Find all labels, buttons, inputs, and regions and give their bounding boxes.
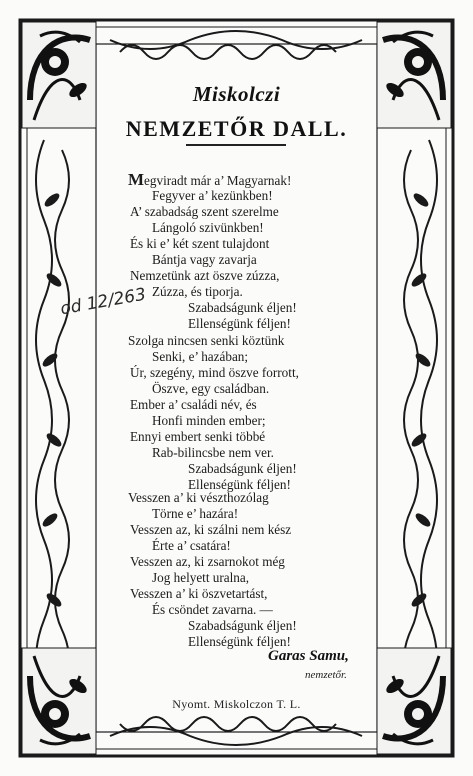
poem-line: Jog helyett uralna, bbox=[152, 570, 250, 585]
poem-line: És ki e’ két szent tulajdont bbox=[130, 236, 270, 251]
author-role: nemzetőr. bbox=[305, 669, 347, 681]
drop-capital: M bbox=[128, 170, 145, 189]
poem-line: Bántja vagy zavarja bbox=[152, 252, 257, 267]
poem-line: Úr, szegény, mind öszve forrott, bbox=[130, 365, 299, 380]
poem-line: Zúzza, és tiporja. bbox=[152, 284, 243, 299]
poem-line bbox=[128, 172, 291, 189]
poem-line: Lángoló szivünkben! bbox=[152, 220, 264, 235]
poem-line: Vesszen a’ ki vészthozólag bbox=[128, 490, 269, 505]
poem-line-rest: egviradt már a’ Magyarnak! bbox=[144, 173, 292, 188]
poem-line: Érte a’ csatára! bbox=[152, 538, 231, 553]
poem-line: Szabadságunk éljen! bbox=[188, 618, 297, 633]
poem-line: Vesszen az, ki szálni nem kész bbox=[130, 522, 292, 537]
handwritten-shelfmark: od 12/263 bbox=[58, 284, 148, 320]
poem-line: Vesszen az, ki zsarnokot még bbox=[130, 554, 285, 569]
author-name: Garas Samu, bbox=[268, 648, 349, 664]
poem-line: Honfi minden ember; bbox=[152, 413, 266, 428]
poem-line: Szabadságunk éljen! bbox=[188, 461, 297, 476]
poem-line: Rab-bilincsbe nem ver. bbox=[152, 445, 274, 460]
poem-line: Vesszen a’ ki öszvetartást, bbox=[130, 586, 268, 601]
poem-line: A’ szabadság szent szerelme bbox=[130, 204, 279, 219]
poem-line: Szolga nincsen senki köztünk bbox=[128, 333, 285, 348]
poem-line: Senki, e’ hazában; bbox=[152, 349, 249, 364]
poem-line: Ellenségünk féljen! bbox=[188, 477, 291, 492]
poem-line: Szabadságunk éljen! bbox=[188, 300, 297, 315]
poem-line: Törne e’ hazára! bbox=[152, 506, 239, 521]
poem-line: Fegyver a’ kezünkben! bbox=[152, 188, 273, 203]
poem-line: Ennyi embert senki többé bbox=[130, 429, 266, 444]
title-main: NEMZETŐR DALL. bbox=[125, 116, 348, 141]
poem-line: És csöndet zavarna. — bbox=[152, 602, 273, 617]
title-underline bbox=[186, 144, 286, 146]
printer-imprint: Nyomt. Miskolczon T. L. bbox=[172, 697, 301, 711]
poem-line: Ellenségünk féljen! bbox=[188, 634, 291, 649]
poem-line: Öszve, egy családban. bbox=[152, 381, 270, 396]
poem-line: Nemzetünk azt öszve zúzza, bbox=[130, 268, 280, 283]
poem-line: Ember a’ családi név, és bbox=[130, 397, 257, 412]
title-town: Miskolczi bbox=[192, 82, 281, 106]
poem-line: Ellenségünk féljen! bbox=[188, 316, 291, 331]
